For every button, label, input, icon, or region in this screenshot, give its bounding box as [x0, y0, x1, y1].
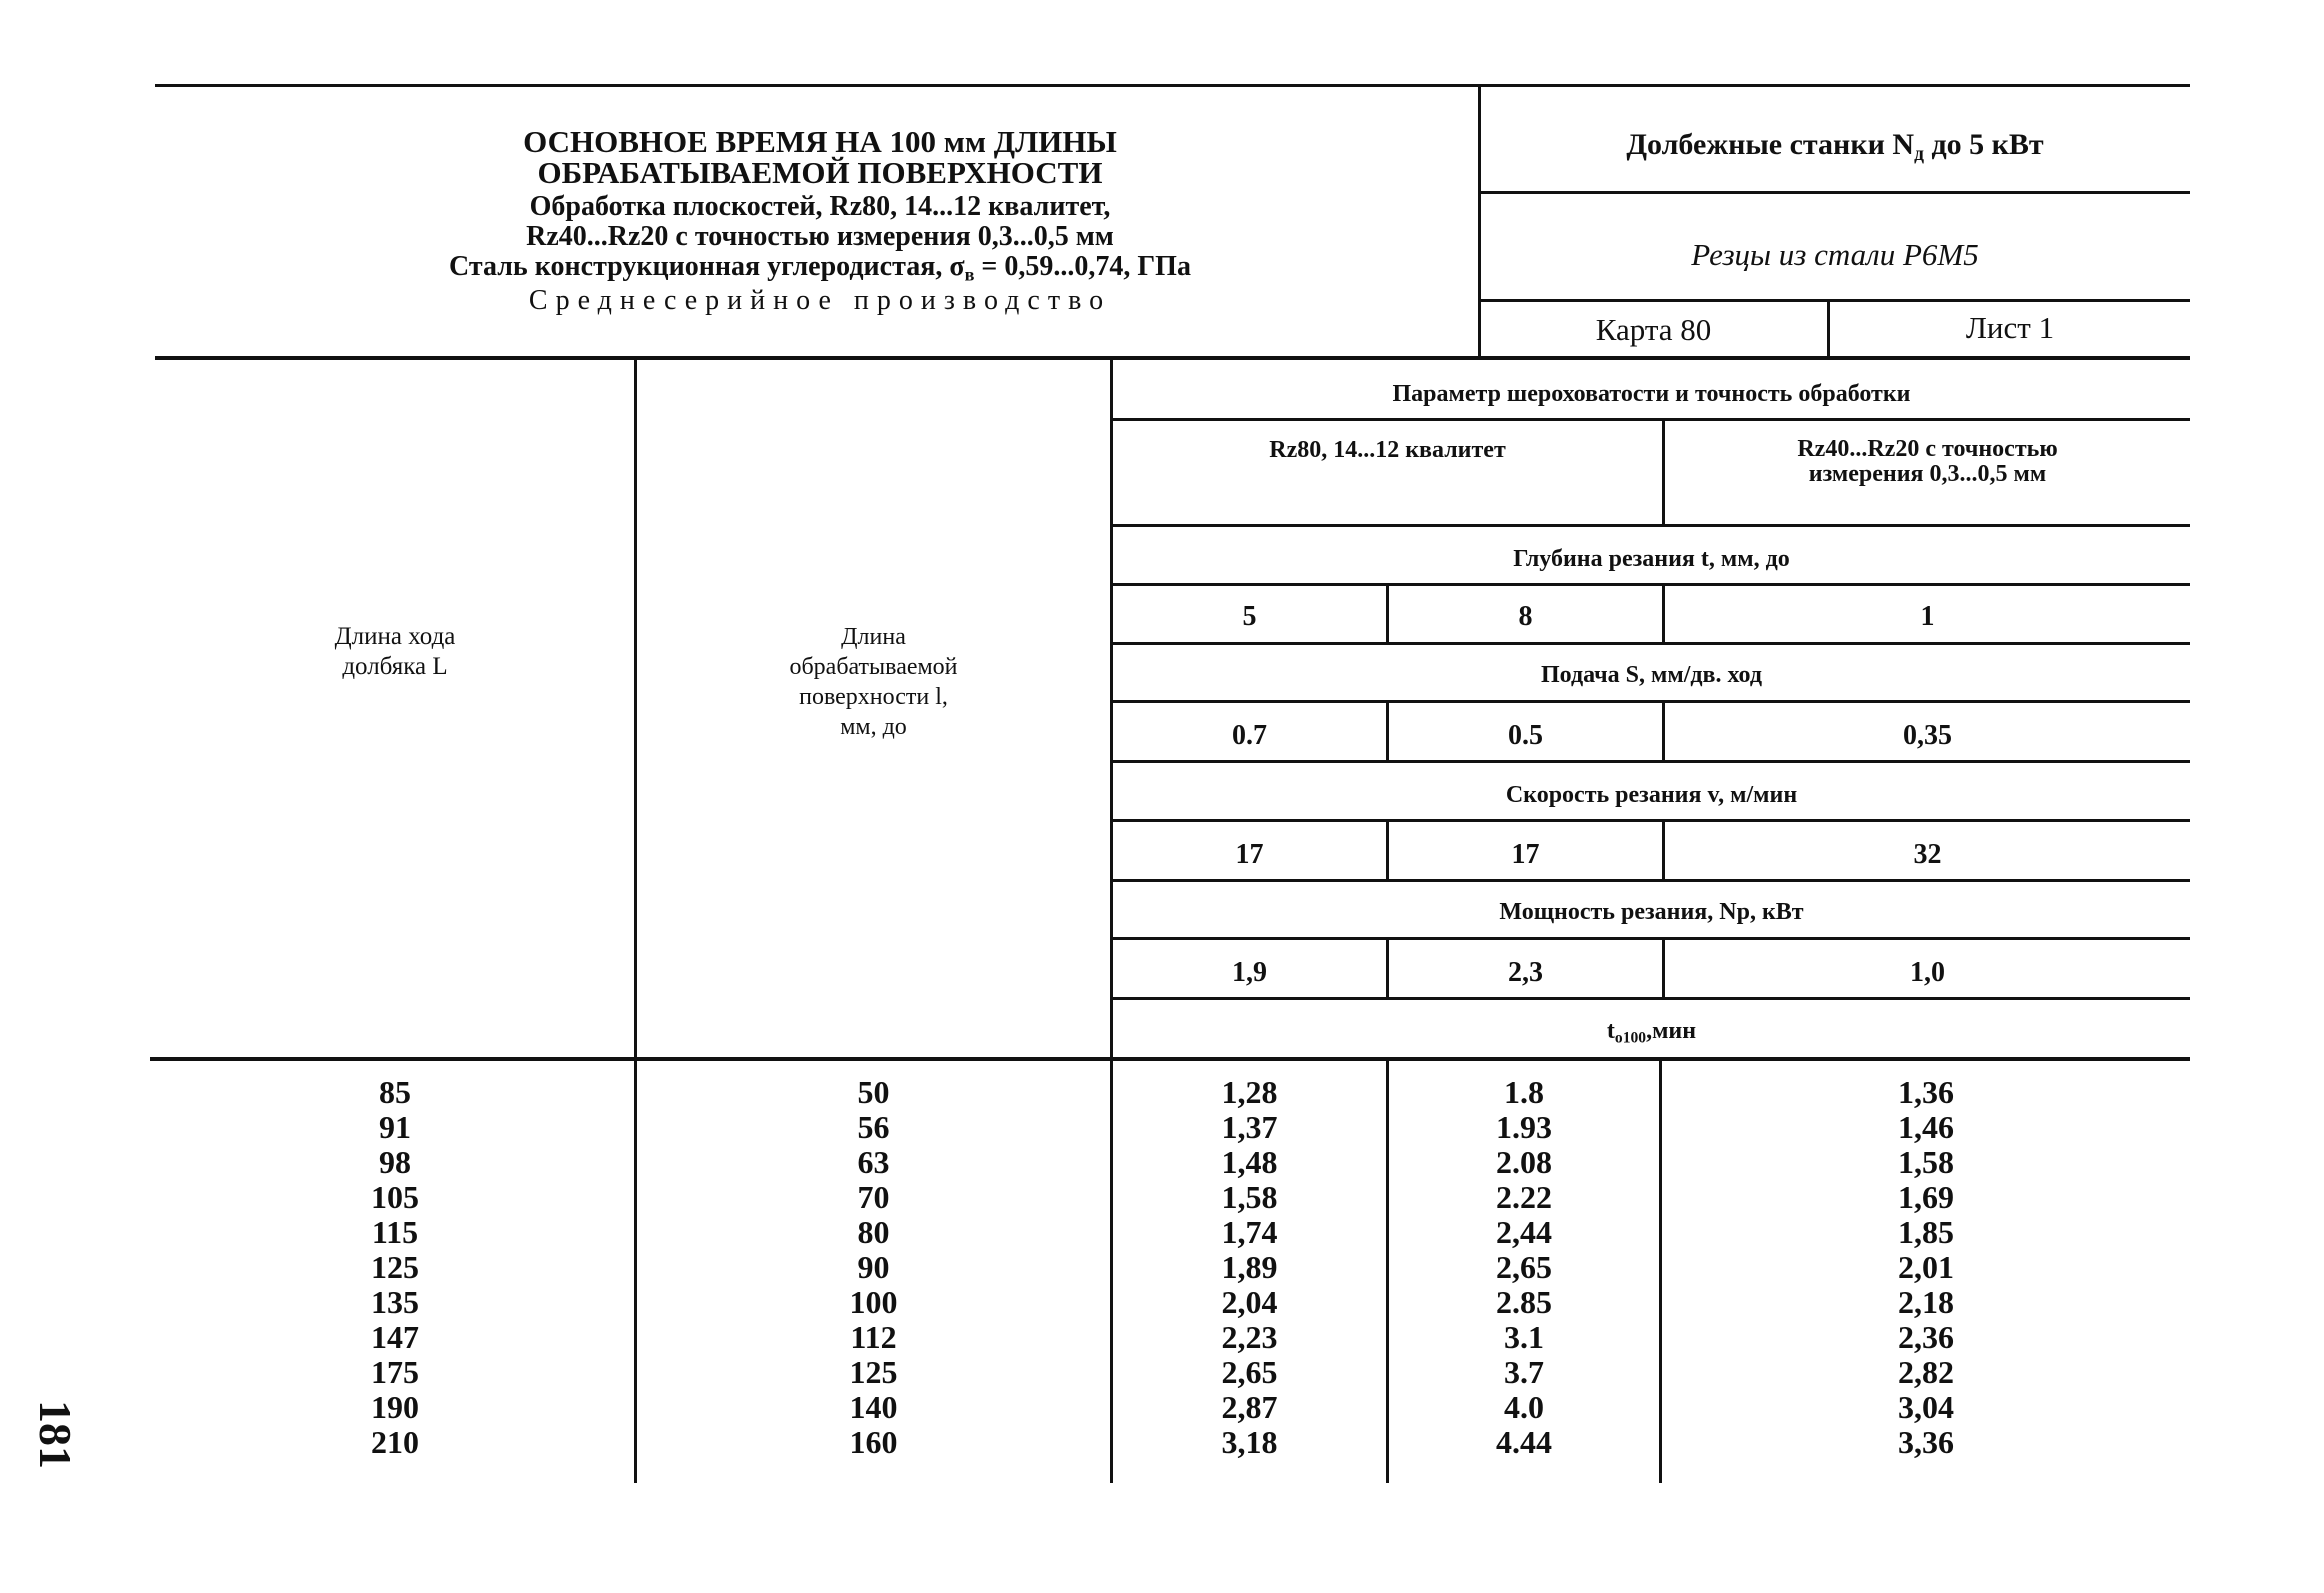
table-cell: 3,36	[1898, 1424, 1954, 1460]
table-cell: 70	[857, 1179, 890, 1215]
table-cell: 3.7	[1504, 1354, 1544, 1390]
param-b-line-2: измерения 0,3...0,5 мм	[1808, 461, 2047, 487]
table-cell: 125	[849, 1354, 898, 1390]
time-header-suffix: ,мин	[1646, 1018, 1697, 1044]
value-divider-a	[1386, 702, 1389, 760]
page-number: 181	[30, 1400, 81, 1469]
col-time-2	[1389, 1075, 1659, 1460]
table-cell: 1,28	[1221, 1074, 1278, 1110]
table-cell: 1,89	[1221, 1249, 1278, 1285]
col1-header-line-2: долбяка L	[342, 653, 448, 680]
power-1: 1,9	[1232, 957, 1267, 988]
header-bottom-rule	[155, 356, 2190, 360]
time-header-prefix: t	[1606, 1018, 1615, 1044]
depth-2: 8	[1518, 601, 1533, 632]
table-cell: 190	[371, 1389, 419, 1425]
speed-3: 32	[1913, 839, 1942, 870]
machines-prefix: Долбежные станки N	[1626, 128, 1915, 161]
col-time-1	[1113, 1075, 1386, 1460]
table-cell: 175	[371, 1354, 419, 1390]
table-cell: 90	[857, 1249, 890, 1285]
value-divider-b	[1662, 821, 1665, 879]
rule-power	[1113, 937, 2190, 940]
col2-header-line-4: мм, до	[840, 714, 907, 740]
right-rule-1	[1480, 191, 2190, 194]
param-a: Rz80, 14...12 квалитет	[1269, 437, 1506, 463]
time-header	[1113, 1018, 2190, 1048]
table-cell: 2,36	[1898, 1319, 1954, 1355]
table-cell: 63	[857, 1144, 890, 1180]
table-cell: 210	[371, 1424, 419, 1460]
table-cell: 1,37	[1221, 1109, 1278, 1145]
table-cell: 4.44	[1496, 1424, 1552, 1460]
table-cell: 135	[371, 1284, 419, 1320]
table-cell: 1.8	[1504, 1074, 1544, 1110]
table-cell: 2,18	[1898, 1284, 1954, 1320]
table-cell: 4.0	[1504, 1389, 1544, 1425]
col1-header-line-1: Длина хода	[334, 623, 456, 650]
sheet-number: Лист 1	[1965, 310, 2055, 345]
table-cell: 80	[857, 1214, 890, 1250]
table-cell: 1,46	[1898, 1109, 1954, 1145]
feed-header: Подача S, мм/дв. ход	[1540, 662, 1763, 688]
power-2: 2,3	[1508, 957, 1543, 988]
table-cell: 100	[849, 1284, 898, 1320]
power-3: 1,0	[1910, 957, 1945, 988]
param-b	[1665, 437, 2190, 487]
title-line-1: ОСНОВНОЕ ВРЕМЯ НА 100 мм ДЛИНЫ	[523, 124, 1117, 159]
rule-speed	[1113, 819, 2190, 822]
feed-3: 0,35	[1903, 720, 1952, 751]
rule-depth-top	[1113, 524, 2190, 527]
cutters-label: Резцы из стали Р6М5	[1691, 237, 1979, 272]
steel-prefix: Сталь конструкционная углеродистая, σ	[449, 251, 965, 282]
table-cell: 1,69	[1898, 1179, 1954, 1215]
value-divider-a	[1386, 821, 1389, 879]
title-line-2: ОБРАБАТЫВАЕМОЙ ПОВЕРХНОСТИ	[537, 155, 1103, 190]
table-cell: 3,18	[1221, 1424, 1278, 1460]
value-divider-a	[1386, 939, 1389, 997]
table-cell: 160	[849, 1424, 898, 1460]
speed-header: Скорость резания v, м/мин	[1505, 782, 1798, 808]
table-body-rule	[150, 1057, 2190, 1061]
rule-time-top	[1113, 997, 2190, 1000]
table-cell: 1.93	[1496, 1109, 1552, 1145]
table-cell: 1,58	[1221, 1179, 1278, 1215]
col1-header	[155, 622, 635, 682]
col-stroke-length	[155, 1075, 635, 1460]
table-cell: 1,85	[1898, 1214, 1954, 1250]
col-surface-length	[637, 1075, 1110, 1460]
feed-2: 0.5	[1508, 720, 1543, 751]
rule-depth	[1113, 583, 2190, 586]
speed-1: 17	[1235, 839, 1264, 870]
value-divider-b	[1662, 939, 1665, 997]
steel-sub: в	[964, 264, 975, 285]
subtitle-line-1: Обработка плоскостей, Rz80, 14...12 квалитет,	[529, 191, 1111, 222]
machines-sub: д	[1914, 143, 1924, 165]
col2-header-line-2: обрабатываемой	[789, 654, 958, 680]
table-cell: 3.1	[1504, 1319, 1544, 1355]
rule-param	[1113, 418, 2190, 421]
table-cell: 1,74	[1221, 1214, 1278, 1250]
table-cell: 50	[857, 1074, 890, 1110]
table-cell: 56	[857, 1109, 890, 1145]
rule-power-top	[1113, 879, 2190, 882]
table-cell: 2,04	[1221, 1284, 1278, 1320]
table-cell: 2,82	[1898, 1354, 1954, 1390]
col2-header-line-1: Длина	[841, 624, 906, 650]
param-b-line-1: Rz40...Rz20 с точностью	[1797, 436, 2058, 462]
table-cell: 2.22	[1496, 1179, 1552, 1215]
time-header-sub: o100	[1614, 1029, 1647, 1047]
depth-1: 5	[1242, 601, 1257, 632]
top-rule	[155, 84, 2190, 87]
table-cell: 2,01	[1898, 1249, 1954, 1285]
feed-1: 0.7	[1232, 720, 1267, 751]
depth-3: 1	[1920, 601, 1935, 632]
subtitle-line-2: Rz40...Rz20 с точностью измерения 0,3...0,5 мм	[526, 221, 1114, 252]
table-cell: 3,04	[1898, 1389, 1954, 1425]
table-cell: 2,23	[1221, 1319, 1278, 1355]
machines-label	[1480, 128, 2190, 166]
table-cell: 2.08	[1496, 1144, 1552, 1180]
table-cell: 2.85	[1496, 1284, 1552, 1320]
value-divider-a	[1386, 585, 1389, 643]
table-cell: 2,65	[1221, 1354, 1278, 1390]
power-header: Мощность резания, Np, кВт	[1499, 899, 1804, 925]
rule-feed	[1113, 700, 2190, 703]
table-cell: 1,36	[1898, 1074, 1954, 1110]
table-cell: 2,65	[1496, 1249, 1552, 1285]
depth-header: Глубина резания t, мм, до	[1513, 546, 1790, 572]
table-cell: 91	[379, 1109, 411, 1145]
right-rule-2	[1480, 299, 2190, 302]
machines-suffix: до 5 кВт	[1923, 128, 2044, 161]
param-header: Параметр шероховатости и точность обработки	[1392, 381, 1911, 407]
table-cell: 140	[849, 1389, 898, 1425]
production-type: Среднесерийное производство	[528, 285, 1112, 316]
value-divider-b	[1662, 585, 1665, 643]
subtitle-line-3	[155, 252, 1485, 289]
col2-header-line-3: поверхности l,	[799, 684, 948, 710]
col-time-3	[1662, 1075, 2190, 1460]
table-cell: 125	[371, 1249, 419, 1285]
rule-speed-top	[1113, 760, 2190, 763]
table-cell: 115	[371, 1214, 419, 1250]
table-cell: 2,87	[1221, 1389, 1278, 1425]
rule-feed-top	[1113, 642, 2190, 645]
card-number: Карта 80	[1595, 312, 1712, 347]
table-cell: 2,44	[1496, 1214, 1552, 1250]
table-cell: 105	[371, 1179, 419, 1215]
table-cell: 147	[371, 1319, 419, 1355]
col2-header	[637, 622, 1110, 742]
steel-suffix: = 0,59...0,74, ГПа	[974, 251, 1191, 282]
table-cell: 1,48	[1221, 1144, 1278, 1180]
speed-2: 17	[1511, 839, 1540, 870]
table-cell: 112	[850, 1319, 897, 1355]
table-cell: 98	[379, 1144, 411, 1180]
table-cell: 1,58	[1898, 1144, 1954, 1180]
value-divider-b	[1662, 702, 1665, 760]
table-cell: 85	[379, 1074, 411, 1110]
